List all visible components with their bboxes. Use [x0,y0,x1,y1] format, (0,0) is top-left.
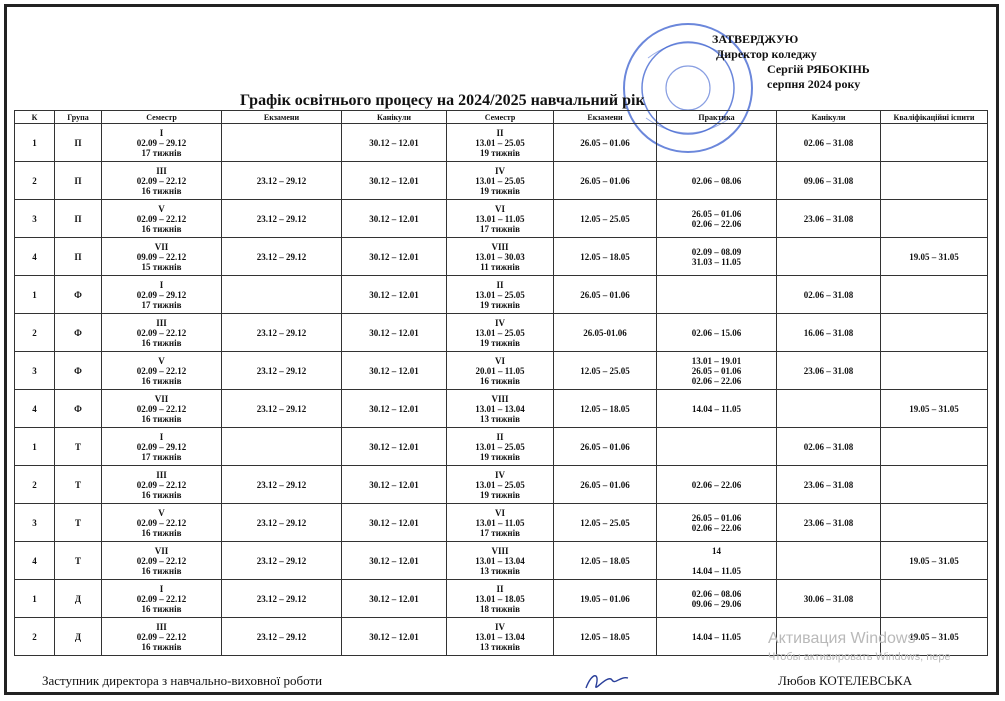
table-cell: I 02.09 – 29.12 17 тижнів [102,124,222,162]
table-cell: V 02.09 – 22.12 16 тижнів [102,504,222,542]
table-cell: 30.12 – 12.01 [342,314,447,352]
table-cell: 12.05 – 25.05 [554,352,657,390]
windows-activation-watermark [768,630,951,663]
table-cell: I 02.09 – 29.12 17 тижнів [102,276,222,314]
column-header: Екзамени [554,111,657,124]
table-cell: 23.12 – 29.12 [222,352,342,390]
table-cell: 19.05 – 31.05 [881,238,988,276]
approval-date: серпня 2024 року [767,77,861,91]
table-cell: 26.05 – 01.06 [554,428,657,466]
table-cell: П [55,124,102,162]
table-cell: Д [55,580,102,618]
table-cell: 13.01 – 19.01 26.05 – 01.06 02.06 – 22.06 [657,352,777,390]
table-cell: VI 13.01 – 11.05 17 тижнів [447,504,554,542]
table-cell [881,580,988,618]
column-header: Екзамени [222,111,342,124]
table-cell: VII 02.09 – 22.12 16 тижнів [102,390,222,428]
table-cell: 30.12 – 12.01 [342,276,447,314]
table-cell [881,162,988,200]
table-cell: 4 [15,238,55,276]
table-cell: 19.05 – 31.05 [881,542,988,580]
table-cell: IV 13.01 – 25.05 19 тижнів [447,162,554,200]
table-cell: 30.12 – 12.01 [342,162,447,200]
table-cell [881,200,988,238]
table-cell: 14 14.04 – 11.05 [657,542,777,580]
table-cell: Т [55,466,102,504]
footer-signatory: Любов КОТЕЛЕВСЬКА [778,673,913,688]
table-cell: VI 13.01 – 11.05 17 тижнів [447,200,554,238]
table-cell: П [55,200,102,238]
table-cell: 30.12 – 12.01 [342,390,447,428]
table-cell: П [55,162,102,200]
table-cell: 12.05 – 18.05 [554,238,657,276]
table-cell: IV 13.01 – 13.04 13 тижнів [447,618,554,656]
table-body [15,124,988,656]
table-cell: II 13.01 – 18.05 18 тижнів [447,580,554,618]
table-cell: 12.05 – 18.05 [554,542,657,580]
table-cell: 30.12 – 12.01 [342,352,447,390]
table-row [15,162,988,200]
table-cell: VIII 13.01 – 30.03 11 тижнів [447,238,554,276]
table-cell: 12.05 – 25.05 [554,200,657,238]
table-row [15,314,988,352]
table-cell: 30.12 – 12.01 [342,124,447,162]
table-cell: VII 09.09 – 22.12 15 тижнів [102,238,222,276]
schedule-table [14,110,988,656]
watermark-title: Активация Windows [768,630,916,647]
table-cell: 23.12 – 29.12 [222,542,342,580]
table-cell: VIII 13.01 – 13.04 13 тижнів [447,390,554,428]
table-cell: 30.12 – 12.01 [342,428,447,466]
table-cell: П [55,238,102,276]
table-cell: 02.06 – 15.06 [657,314,777,352]
table-cell: VII 02.09 – 22.12 16 тижнів [102,542,222,580]
approval-name: Сергій РЯБОКІНЬ [767,62,870,76]
table-cell [222,428,342,466]
table-cell: 30.12 – 12.01 [342,618,447,656]
table-cell: 1 [15,124,55,162]
table-cell: 2 [15,466,55,504]
table-cell [777,390,881,428]
table-cell [881,124,988,162]
table-cell: I 02.09 – 29.12 17 тижнів [102,428,222,466]
table-cell: Т [55,428,102,466]
table-cell: 30.12 – 12.01 [342,504,447,542]
table-row [15,124,988,162]
table-row [15,542,988,580]
table-cell: 4 [15,390,55,428]
table-cell: 02.06 – 08.06 [657,162,777,200]
table-cell [222,276,342,314]
table-row [15,276,988,314]
table-row [15,428,988,466]
column-header: Кваліфікаційні іспити [881,111,988,124]
table-cell: 1 [15,580,55,618]
table-cell [881,466,988,504]
table-cell: 23.06 – 31.08 [777,352,881,390]
table-cell: 1 [15,276,55,314]
watermark-subtitle: Чтобы активировать Windows, пере [768,651,951,663]
table-cell: 19.05 – 31.05 [881,618,988,656]
table-cell: 26.05-01.06 [554,314,657,352]
table-cell: 12.05 – 18.05 [554,618,657,656]
table-cell: 1 [15,428,55,466]
table-cell [657,428,777,466]
table-cell [777,238,881,276]
table-cell: 3 [15,352,55,390]
table-cell: 14.04 – 11.05 [657,390,777,428]
column-header: Семестр [447,111,554,124]
table-cell [881,428,988,466]
table-cell: 26.05 – 01.06 [554,124,657,162]
table-row [15,580,988,618]
column-header: К [15,111,55,124]
table-cell: V 02.09 – 22.12 16 тижнів [102,352,222,390]
table-cell: 02.06 – 08.06 09.06 – 29.06 [657,580,777,618]
table-cell: III 02.09 – 22.12 16 тижнів [102,618,222,656]
table-cell: II 13.01 – 25.05 19 тижнів [447,428,554,466]
table-cell: I 02.09 – 22.12 16 тижнів [102,580,222,618]
table-cell: 2 [15,162,55,200]
table-cell: 23.12 – 29.12 [222,504,342,542]
table-cell: 02.09 – 08.09 31.03 – 11.05 [657,238,777,276]
table-cell: 30.06 – 31.08 [777,580,881,618]
table-cell: 02.06 – 31.08 [777,124,881,162]
table-cell [657,124,777,162]
table-cell: 23.06 – 31.08 [777,504,881,542]
table-cell: 12.05 – 25.05 [554,504,657,542]
table-cell: 30.12 – 12.01 [342,200,447,238]
table-cell: III 02.09 – 22.12 16 тижнів [102,162,222,200]
table-cell: Ф [55,276,102,314]
table-cell: 14.04 – 11.05 [657,618,777,656]
table-cell: 26.05 – 01.06 [554,162,657,200]
table-cell: VI 20.01 – 11.05 16 тижнів [447,352,554,390]
table-cell: 26.05 – 01.06 02.06 – 22.06 [657,200,777,238]
table-cell: III 02.09 – 22.12 16 тижнів [102,466,222,504]
table-cell: 23.12 – 29.12 [222,200,342,238]
column-header: Канікули [342,111,447,124]
table-cell: V 02.09 – 22.12 16 тижнів [102,200,222,238]
table-cell [881,276,988,314]
table-cell: Д [55,618,102,656]
column-header: Практика [657,111,777,124]
table-cell: 26.05 – 01.06 [554,276,657,314]
table-cell: Ф [55,390,102,428]
table-cell [881,504,988,542]
table-cell: 30.12 – 12.01 [342,466,447,504]
table-cell: 23.06 – 31.08 [777,466,881,504]
table-cell [881,314,988,352]
table-row [15,466,988,504]
table-row [15,352,988,390]
table-cell: 23.12 – 29.12 [222,466,342,504]
table-cell: 30.12 – 12.01 [342,542,447,580]
table-cell: Т [55,504,102,542]
column-header: Семестр [102,111,222,124]
table-cell: 23.06 – 31.08 [777,200,881,238]
table-cell: IV 13.01 – 25.05 19 тижнів [447,466,554,504]
table-cell: 4 [15,542,55,580]
page-title: Графік освітнього процесу на 2024/2025 навчальний рік [240,92,645,109]
table-row [15,504,988,542]
table-cell: 3 [15,200,55,238]
table-cell: 23.12 – 29.12 [222,580,342,618]
table-cell: 23.12 – 29.12 [222,390,342,428]
table-cell: 09.06 – 31.08 [777,162,881,200]
table-cell: 30.12 – 12.01 [342,238,447,276]
table-row [15,200,988,238]
table-cell: 23.12 – 29.12 [222,238,342,276]
table-header-row [15,111,988,124]
table-cell: 2 [15,618,55,656]
table-cell: 23.12 – 29.12 [222,162,342,200]
table-cell: 19.05 – 01.06 [554,580,657,618]
table-cell: 2 [15,314,55,352]
approval-block [712,32,870,92]
table-cell [881,352,988,390]
table-cell: 02.06 – 22.06 [657,466,777,504]
table-cell: 26.05 – 01.06 [554,466,657,504]
column-header: Група [55,111,102,124]
approval-position: Директор коледжу [716,47,817,61]
table-cell [657,276,777,314]
table-cell [222,124,342,162]
table-row [15,238,988,276]
approval-heading: ЗАТВЕРДЖУЮ [712,32,799,46]
signature [582,668,632,692]
table-cell: 12.05 – 18.05 [554,390,657,428]
table-cell: 26.05 – 01.06 02.06 – 22.06 [657,504,777,542]
table-cell: VIII 13.01 – 13.04 13 тижнів [447,542,554,580]
table-cell: 16.06 – 31.08 [777,314,881,352]
table-cell: 3 [15,504,55,542]
table-cell: 23.12 – 29.12 [222,314,342,352]
table-cell: 23.12 – 29.12 [222,618,342,656]
table-cell: Ф [55,352,102,390]
table-cell: IV 13.01 – 25.05 19 тижнів [447,314,554,352]
table-cell: II 13.01 – 25.05 19 тижнів [447,124,554,162]
table-cell: Ф [55,314,102,352]
table-cell: Т [55,542,102,580]
table-cell: II 13.01 – 25.05 19 тижнів [447,276,554,314]
column-header: Канікули [777,111,881,124]
footer-position: Заступник директора з навчально-виховної роботи [42,673,323,688]
table-cell: 02.06 – 31.08 [777,428,881,466]
table-cell: 02.06 – 31.08 [777,276,881,314]
table-cell: 30.12 – 12.01 [342,580,447,618]
table-cell: 19.05 – 31.05 [881,390,988,428]
table-cell: III 02.09 – 22.12 16 тижнів [102,314,222,352]
table-cell [777,542,881,580]
table-row [15,390,988,428]
